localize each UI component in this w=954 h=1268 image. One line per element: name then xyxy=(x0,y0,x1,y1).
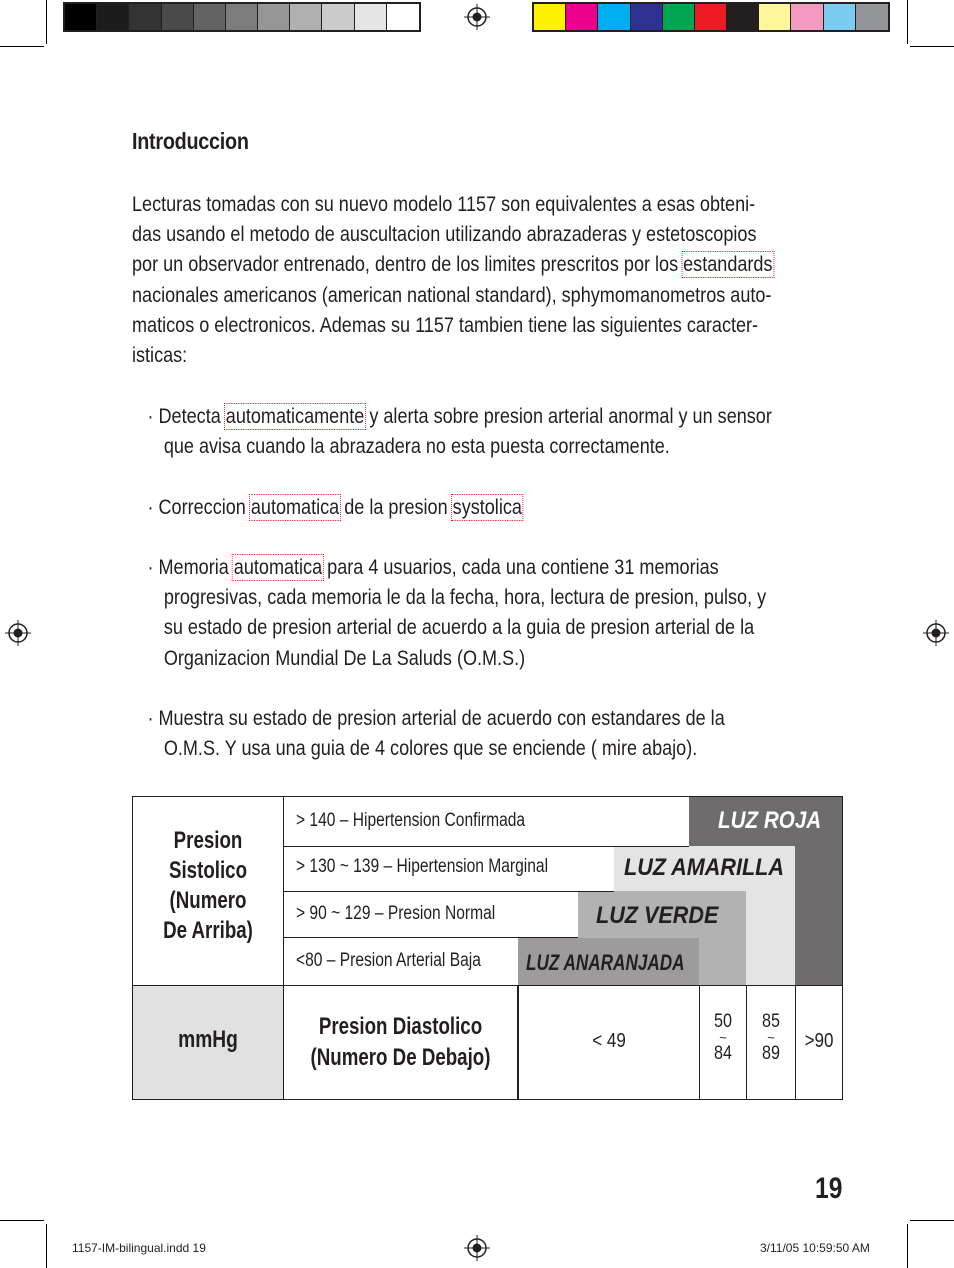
color-swatch xyxy=(856,4,888,30)
value-text: ~ xyxy=(767,1030,775,1045)
bullet-continuation: progresivas, cada memoria le da la fecha, hora, lectura de presion, pulso, y xyxy=(163,586,767,610)
crop-mark xyxy=(907,1224,908,1268)
diastolic-label xyxy=(284,1011,517,1073)
crop-mark xyxy=(910,46,954,47)
bullet-item: · Muestra su estado de presion arterial de acuerdo con estandares de la xyxy=(147,706,725,730)
registration-mark-icon xyxy=(464,1235,490,1261)
label-line: De Arriba) xyxy=(163,917,253,944)
spellcheck-highlight: automaticamente xyxy=(225,405,365,428)
diastolic-value-low xyxy=(519,1030,699,1053)
gray-swatch xyxy=(97,4,129,30)
crop-mark xyxy=(910,1220,954,1221)
gray-swatch xyxy=(194,4,226,30)
color-calibration-bar xyxy=(532,2,890,32)
color-swatch xyxy=(791,4,823,30)
crop-mark xyxy=(46,1224,47,1268)
label-line: Presion xyxy=(173,827,243,854)
bullet-continuation: Organizacion Mundial De La Saluds (O.M.S.) xyxy=(163,646,526,670)
color-swatch xyxy=(631,4,663,30)
systolic-range-row: <80 – Presion Arterial Baja xyxy=(296,950,481,971)
bullet-continuation: O.M.S. Y usa una guia de 4 colores que se enciende ( mire abajo). xyxy=(163,737,698,761)
value-text: ~ xyxy=(719,1030,727,1045)
systolic-range-row: > 140 – Hipertension Confirmada xyxy=(296,810,526,831)
label-line: (Numero xyxy=(169,887,247,914)
diastolic-value-marginal xyxy=(747,1012,795,1063)
diastolic-value-normal xyxy=(700,1012,746,1063)
bullet-text: · Detecta xyxy=(147,405,226,428)
color-swatch xyxy=(534,4,566,30)
color-swatch xyxy=(695,4,727,30)
color-swatch xyxy=(663,4,695,30)
color-swatch xyxy=(824,4,856,30)
value-text: < 49 xyxy=(592,1030,626,1052)
bullet-text: · Memoria xyxy=(147,555,234,579)
gray-swatch xyxy=(65,4,97,30)
intro-paragraph xyxy=(132,190,837,371)
file-slug: 1157-IM-bilingual.indd 19 xyxy=(72,1241,206,1255)
diastolic-value-high xyxy=(796,1030,842,1053)
bullet-text: · Correccion xyxy=(147,495,251,519)
value-text: 89 xyxy=(762,1043,780,1064)
value-text: 84 xyxy=(714,1043,732,1064)
luz-verde-label: LUZ VERDE xyxy=(596,902,719,929)
crop-mark xyxy=(0,46,44,47)
color-swatch xyxy=(566,4,598,30)
crop-mark xyxy=(907,0,908,44)
paragraph-line: das usando el metodo de auscultacion utilizando abrazaderas y estetoscopios xyxy=(132,223,757,247)
value-text: >90 xyxy=(804,1030,834,1052)
label-line: (Numero De Debajo) xyxy=(310,1044,491,1071)
gray-swatch xyxy=(162,4,194,30)
bullet-text: de la presion xyxy=(339,495,453,519)
crop-mark xyxy=(46,0,47,44)
spellcheck-highlight: systolica xyxy=(452,495,522,519)
color-swatch xyxy=(759,4,791,30)
page-number: 19 xyxy=(814,1172,842,1205)
systolic-range-row: > 130 ~ 139 – Hipertension Marginal xyxy=(296,856,549,877)
systolic-range-row: > 90 ~ 129 – Presion Normal xyxy=(296,903,496,924)
gray-swatch xyxy=(355,4,387,30)
bullet-item xyxy=(132,553,837,583)
unit-label xyxy=(133,1026,283,1054)
label-line: Presion Diastolico xyxy=(318,1013,483,1040)
spellcheck-highlight: automatica xyxy=(233,555,323,579)
section-heading: Introduccion xyxy=(132,128,249,154)
paragraph-line: maticos o electronicos. Ademas su 1157 tambien tiene las siguientes caracter- xyxy=(132,313,759,337)
gray-swatch xyxy=(129,4,161,30)
spellcheck-highlight: automatica xyxy=(250,495,340,519)
registration-mark-icon xyxy=(923,620,949,646)
gray-swatch xyxy=(387,4,419,30)
gray-swatch xyxy=(226,4,258,30)
gray-swatch xyxy=(322,4,354,30)
spellcheck-highlight: estandards xyxy=(683,253,773,277)
color-swatch xyxy=(727,4,759,30)
bullet-item xyxy=(132,402,837,432)
luz-anaranjada-label: LUZ ANARANJADA xyxy=(526,950,685,975)
registration-mark-icon xyxy=(5,620,31,646)
bullet-text: y alerta sobre presion arterial anormal y un sensor xyxy=(364,405,772,428)
gray-swatch xyxy=(290,4,322,30)
blank-line xyxy=(132,523,837,553)
timestamp-slug: 3/11/05 10:59:50 AM xyxy=(760,1241,870,1255)
color-swatch xyxy=(598,4,630,30)
systolic-label xyxy=(133,826,283,946)
bullet-continuation: que avisa cuando la abrazadera no esta puesta correctamente. xyxy=(163,435,670,459)
value-text: 50 xyxy=(714,1011,732,1032)
paragraph-line: nacionales americanos (american national standard), sphymomanometros auto- xyxy=(132,283,772,307)
bullet-text: para 4 usuarios, cada una contiene 31 memorias xyxy=(322,555,719,579)
luz-amarilla-label: LUZ AMARILLA xyxy=(624,854,784,881)
paragraph-line: isticas: xyxy=(132,343,188,367)
unit-text: mmHg xyxy=(178,1026,238,1053)
paragraph-line: Lecturas tomadas con su nuevo modelo 1157 son equivalentes a esas obteni- xyxy=(132,193,756,216)
feature-list xyxy=(132,402,837,764)
blank-line xyxy=(132,462,837,492)
bullet-continuation: su estado de presion arterial de acuerdo a la guia de presion arterial de la xyxy=(163,616,755,640)
registration-mark-icon xyxy=(464,4,490,30)
gray-swatch xyxy=(258,4,290,30)
bullet-item xyxy=(132,493,837,523)
luz-roja-label: LUZ ROJA xyxy=(718,807,822,834)
grayscale-calibration-bar xyxy=(63,2,421,32)
paragraph-text: por un observador entrenado, dentro de los limites prescritos por los xyxy=(132,253,679,277)
paragraph-line xyxy=(132,250,837,280)
crop-mark xyxy=(0,1220,44,1221)
label-line: Sistolico xyxy=(168,857,248,884)
value-text: 85 xyxy=(762,1011,780,1032)
blank-line xyxy=(132,674,837,704)
